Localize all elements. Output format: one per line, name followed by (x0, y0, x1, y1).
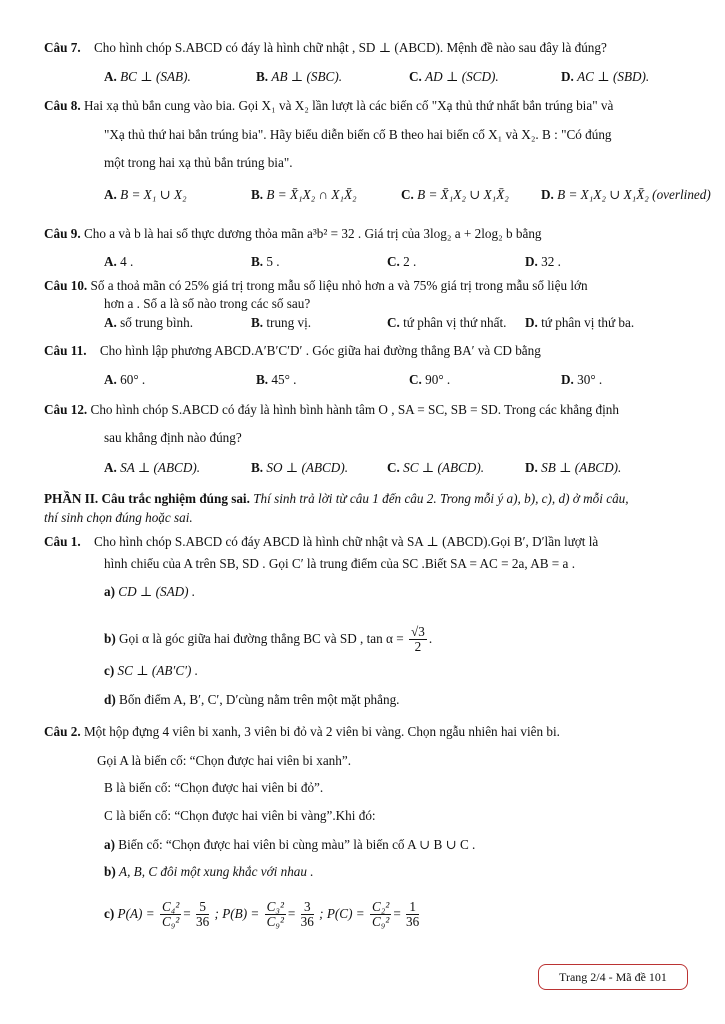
p2q1-item-d: d) Bốn điểm A, B′, C′, D′cùng nằm trên một mặt phẳng. (104, 692, 400, 707)
q11-option-c: C. 90° . (409, 372, 451, 387)
q8-stem1: Hai xạ thủ bắn cung vào bia. Gọi X₁ và X₂ lần lượt là các biến cố "Xạ thủ thứ nhất bắn trúng bia" và (83, 98, 614, 113)
q7-option-a: A. BC ⊥ (SAB). (104, 69, 191, 84)
q8-option-c: C. B = X̄₁X₂ ∪ X₁X̄₂ (401, 187, 509, 202)
q7-stem: Cho hình chóp S.ABCD có đáy là hình chữ nhật , SD ⊥ (ABCD). Mệnh đề nào sau đây là đúng? (93, 40, 607, 55)
q10-option-d: D. tứ phân vị thứ ba. (525, 315, 635, 330)
q9-label: Câu 9. (44, 226, 81, 241)
q9-option-c: C. 2 . (387, 254, 417, 269)
q10-label: Câu 10. (44, 278, 88, 293)
q12-stem-line1 (44, 402, 619, 418)
q7-option-c: C. AD ⊥ (SCD). (409, 69, 499, 84)
q8-stem2: "Xạ thủ thứ hai bắn trúng bia". Hãy biểu diễn biến cố B theo hai biến cố X₁ và X₂. B : "Có đúng (104, 127, 612, 142)
q10-option-a: A. số trung bình. (104, 315, 194, 330)
q11-option-a: A. 60° . (104, 372, 146, 387)
p2q2-event-b: B là biến cố: “Chọn được hai viên bi đỏ”. (104, 780, 324, 795)
q10-option-c: C. tứ phân vị thứ nhất. (387, 315, 507, 330)
p2q2-stem: Một hộp đựng 4 viên bi xanh, 3 viên bi đỏ và 2 viên bi vàng. Chọn ngẫu nhiên hai viên bi. (83, 724, 560, 739)
frac-pa: $\frac{\text{C₄²}}{\text{C₉²}}$ (161, 899, 180, 930)
q7-option-b: B. AB ⊥ (SBC). (256, 69, 343, 84)
q9-option-a: A. 4 . (104, 254, 134, 269)
part2-instruction: Thí sinh trả lời từ câu 1 đến câu 2. Trong mỗi ý a), b), c), d) ở mỗi câu, (249, 491, 629, 506)
p2q1-stem-line1 (44, 534, 598, 550)
q9-option-d: D. 32 . (525, 254, 561, 269)
q7-option-d: D. AC ⊥ (SBD). (561, 69, 650, 84)
q9-stem: Cho a và b là hai số thực dương thỏa mãn a³b² = 32 . Giá trị của 3log₂ a + 2log₂ b bằng (83, 226, 542, 241)
part2-heading-line (44, 491, 629, 507)
p2q2-event-a: Gọi A là biến cố: “Chọn được hai viên bi xanh”. (97, 753, 352, 768)
p2q1-item-a: a) CD ⊥ (SAD) . (104, 584, 196, 599)
frac-pc: $\frac{\text{C₂²}}{\text{C₉²}}$ (371, 899, 390, 930)
q11-stem: Cho hình lập phương ABCD.A′B′C′D′ . Góc giữa hai đường thẳng BA′ và CD bằng (99, 343, 541, 358)
page-footer: Trang 2/4 - Mã đề 101 (538, 964, 688, 990)
q11-option-d: D. 30° . (561, 372, 603, 387)
p2q1-item-b: b) Gọi α là góc giữa hai đường thẳng BC và SD , tan α = $\frac{√3}{2}$ . (104, 624, 433, 655)
q7-stem-line (44, 40, 607, 56)
frac-pc-value: $\frac{1}{36}$ (406, 899, 420, 930)
q12-stem2: sau khẳng định nào đúng? (104, 430, 242, 445)
q8-label: Câu 8. (44, 98, 81, 113)
q10-stem1: Số a thoả mãn có 25% giá trị trong mẫu số liệu nhỏ hơn a và 75% giá trị trong mẫu số liệu lớn (90, 278, 588, 293)
part2-instruction-2: thí sinh chọn đúng hoặc sai. (44, 510, 193, 525)
q11-stem-line (44, 343, 541, 359)
q8-option-a: A. B = X₁ ∪ X₂ (104, 187, 187, 202)
q11-label: Câu 11. (44, 343, 87, 358)
frac-pb-value: $\frac{3}{36}$ (300, 899, 314, 930)
q8-stem3: một trong hai xạ thủ bắn trúng bia". (104, 155, 293, 170)
q9-stem-line (44, 226, 542, 242)
q12-option-d: D. SB ⊥ (ABCD). (525, 460, 622, 475)
p2q2-event-c: C là biến cố: “Chọn được hai viên bi vàng”.Khi đó: (104, 808, 376, 823)
q10-stem-line1 (44, 278, 588, 294)
frac-pa-value: $\frac{5}{36}$ (196, 899, 210, 930)
p2q1-label: Câu 1. (44, 534, 81, 549)
q10-stem2: hơn a . Số a là số nào trong các số sau? (104, 296, 311, 311)
p2q1-stem1: Cho hình chóp S.ABCD có đáy ABCD là hình chữ nhật và SA ⊥ (ABCD).Gọi B′, D′lần lượt là (93, 534, 599, 549)
p2q2-stem-line (44, 724, 560, 740)
p2q2-item-a: a) Biến cố: “Chọn được hai viên bi cùng màu” là biến cố A ∪ B ∪ C . (104, 837, 476, 852)
q12-option-c: C. SC ⊥ (ABCD). (387, 460, 485, 475)
p2q2-item-b: b) A, B, C đôi một xung khắc với nhau . (104, 864, 314, 879)
p2q2-item-c: c) P(A) = $\frac{\text{C₄²}}{\text{C₉²}}$ = $\frac{5}{36}$ ; P(B) = $\frac{\text{C₃²}}{\text{C₉²}}$ = $\frac{3}{36}$ ; P(C) = $\frac{\text{C₂²}}{\text{C₉²}}$ = $\frac{1}{36}$ (104, 899, 420, 930)
q9-option-b: B. 5 . (251, 254, 280, 269)
tan-fraction: $\frac{√3}{2}$ (410, 624, 425, 655)
q10-option-b: B. trung vị. (251, 315, 312, 330)
q8-stem-line1 (44, 98, 613, 114)
q11-option-b: B. 45° . (256, 372, 297, 387)
p2q2-label: Câu 2. (44, 724, 81, 739)
p2q1-item-c: c) SC ⊥ (AB′C′) . (104, 663, 198, 678)
q12-option-a: A. SA ⊥ (ABCD). (104, 460, 201, 475)
p2q1-stem2: hình chiếu của A trên SB, SD . Gọi C′ là trung điểm của SC .Biết SA = AC = 2a, AB = a . (104, 556, 575, 571)
q7-label: Câu 7. (44, 40, 81, 55)
q12-label: Câu 12. (44, 402, 88, 417)
q12-stem1: Cho hình chóp S.ABCD có đáy là hình bình hành tâm O , SA = SC, SB = SD. Trong các khẳng định (90, 402, 619, 417)
q8-option-b: B. B = X̄₁X₂ ∩ X₁X̄₂ (251, 187, 357, 202)
q12-option-b: B. SO ⊥ (ABCD). (251, 460, 349, 475)
q8-option-d: D. B = X₁X₂ ∪ X₁X̄₂ (overlined) (541, 187, 711, 202)
frac-pb: $\frac{\text{C₃²}}{\text{C₉²}}$ (266, 899, 284, 930)
part2-heading: PHẦN II. Câu trắc nghiệm đúng sai. (44, 491, 250, 506)
